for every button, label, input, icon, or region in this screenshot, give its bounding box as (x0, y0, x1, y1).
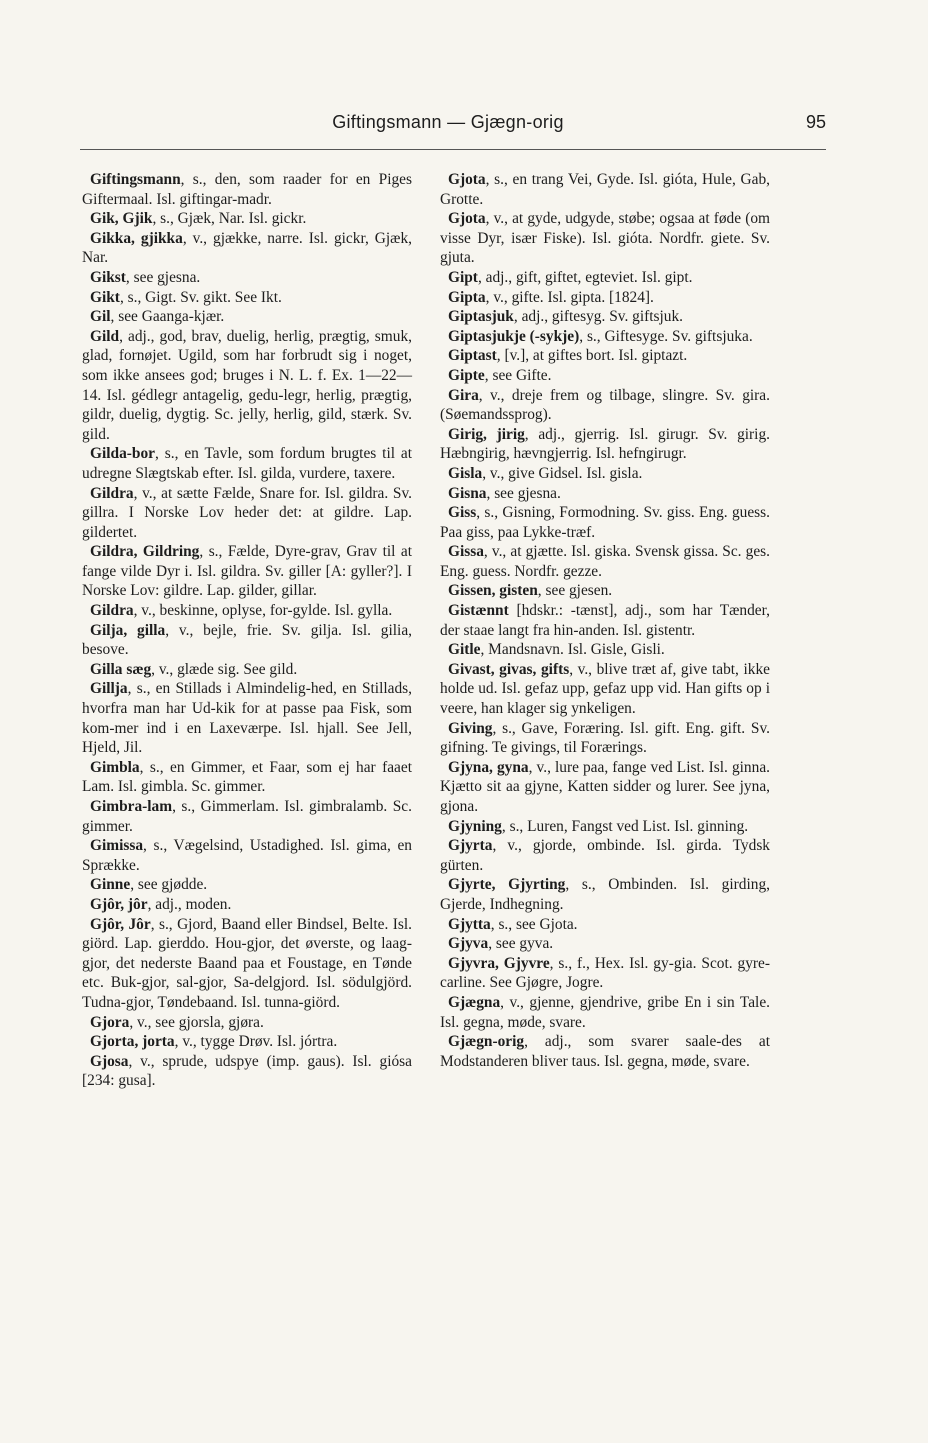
running-head: Giftingsmann — Gjægn-orig (332, 112, 564, 132)
entry-headword: Gjyva (448, 935, 489, 953)
dictionary-entry (82, 758, 412, 797)
entry-headword: Gildra (90, 484, 134, 502)
entry-definition: , s., den, som raader for en Piges Giftermaal. Isl. giftingar-madr. (82, 171, 412, 208)
entry-definition: , s., Gjæk, Nar. Isl. gickr. (152, 210, 307, 228)
dictionary-entry (82, 915, 412, 1013)
entry-headword: Giss (448, 504, 477, 522)
entry-headword: Gipta (448, 288, 486, 306)
entry-definition: , v., blive træt af, give tabt, ikke holde ud. Isl. gefaz upp, gefaz upp vid. Han gifts op i veere, han klager sig ynkeligen. (440, 660, 770, 718)
entry-definition: , v., sprude, udspye (imp. gaus). Isl. giósa [234: gusa]. (82, 1052, 412, 1090)
dictionary-entry (440, 758, 770, 817)
entry-definition: , v., at gjætte. Isl. giska. Svensk gissa. Sc. ges. Eng. guess. Nordfr. gezze. (440, 543, 770, 580)
entry-headword: Gjyning (448, 817, 502, 835)
dictionary-entry (82, 660, 412, 680)
entry-headword: Gipt (448, 268, 478, 286)
entry-headword: Gjægna (448, 993, 501, 1011)
entry-headword: Gisna (448, 484, 487, 502)
dictionary-entry (82, 1013, 412, 1033)
entry-definition: , v., lure paa, fange ved List. Isl. ginna. Kjætto sit aa gjyne, Katten sidder og lurer. See jyna, gjona. (440, 758, 770, 815)
dictionary-entry (82, 797, 412, 836)
entry-headword: Gistænnt (448, 602, 509, 620)
dictionary-entry (82, 327, 412, 445)
entry-definition: , s., Ombinden. Isl. girding, Gjerde, Indhegning. (440, 876, 770, 913)
dictionary-entry (440, 366, 770, 386)
entry-headword: Giptasjukje (-sykje) (448, 327, 580, 345)
dictionary-entry (440, 542, 770, 581)
entry-definition: , s., Fælde, Dyre-grav, Grav til at fange vilde Dyr i. Isl. gildra. Sv. giller [A: gyller?]. I Norske Lov: gildre. Lap. gilder, gillar. (82, 543, 412, 600)
entry-definition: , adj., moden. (147, 895, 232, 913)
entry-headword: Gikst (90, 268, 126, 286)
entry-headword: Givast, givas, gifts (448, 660, 570, 678)
entry-definition: , v., gifte. Isl. gipta. [1824]. (485, 288, 654, 306)
dictionary-entry (82, 836, 412, 875)
entry-definition: , s., en Gimmer, et Faar, som ej har faaet Lam. Isl. gimbla. Sc. gimmer. (82, 758, 412, 796)
dictionary-entry (82, 621, 412, 660)
entry-definition: , v., bejle, frie. Sv. gilja. Isl. gilia, besove. (82, 621, 412, 659)
entry-definition: , see gjesna. (125, 268, 201, 286)
entry-definition: , s., en Stillads i Almindelig-hed, en Stillads, hvorfra man har Ud-kik for at passe paa Fisk, som kom-mer ind i en Laxeværpe. Isl. hjall. See Jell, Hjeld, Jil. (82, 680, 412, 757)
entry-headword: Gilla sæg (90, 660, 152, 678)
dictionary-entry (82, 229, 412, 268)
dictionary-entry (440, 386, 770, 425)
dictionary-entry (82, 601, 412, 621)
entry-definition: , v., at sætte Fælde, Snare for. Isl. gildra. Sv. gillra. I Norske Lov heder det: at gildre. Lap. gildertet. (82, 484, 412, 541)
entry-headword: Giftingsmann (90, 171, 181, 188)
entry-definition: , adj., giftesyg. Sv. giftsjuk. (513, 308, 684, 326)
entry-definition: , [v.], at giftes bort. Isl. giptazt. (496, 347, 688, 365)
entry-definition: , see Gaanga-kjær. (110, 308, 225, 326)
entry-definition: , adj., god, brav, duelig, herlig, prægtig, smuk, glad, fornøjet. Ugild, som har forbrudt sig i noget, som ikke ansees god; bruges i N. L. f. Ex. 1—22—14. Isl. gédlegr antagelig, gedu-legr, herlig, prægtig, gildr, duelig, dygtig. Sc. jelly, herlig, gild, stærk. Sv. gild. (82, 327, 412, 443)
dictionary-entry (82, 444, 412, 483)
left-column (82, 170, 412, 1091)
entry-headword: Gitle (448, 641, 481, 659)
entry-headword: Gjægn-orig (448, 1033, 525, 1051)
entry-headword: Gimissa (90, 837, 144, 855)
dictionary-entry (440, 307, 770, 327)
dictionary-entry (82, 484, 412, 543)
dictionary-entry (82, 895, 412, 915)
entry-headword: Gjyna, gyna (448, 758, 529, 776)
entry-headword: Gillja (90, 680, 128, 698)
dictionary-entry (82, 1052, 412, 1091)
entry-headword: Gjota (448, 171, 486, 188)
entry-definition: , s., Gimmerlam. Isl. gimbralamb. Sc. gimmer. (82, 798, 412, 835)
entry-headword: Gjyvra, Gjyvre (448, 954, 550, 972)
entry-definition: , s., en Tavle, som fordum brugtes til at udregne Slægtskab efter. Isl. gilda, vurdere, taxere. (82, 445, 412, 482)
entry-definition: , v., see gjorsla, gjøra. (129, 1013, 264, 1031)
entry-headword: Giptasjuk (448, 308, 514, 326)
entry-definition: , s., Luren, Fangst ved List. Isl. ginning. (501, 817, 749, 835)
entry-headword: Gik, Gjik (90, 210, 153, 228)
entry-headword: Giving (448, 719, 493, 737)
entry-headword: Gjota (448, 210, 486, 228)
entry-headword: Gimbla (90, 758, 140, 776)
entry-definition: , v., glæde sig. See gild. (151, 660, 298, 678)
entry-definition: [hdskr.: -tænst], adj., som har Tænder, der staae langt fra hin-anden. Isl. gistentr. (440, 602, 770, 639)
dictionary-entry (440, 503, 770, 542)
dictionary-entry (440, 425, 770, 464)
entry-definition: , v., tygge Drøv. Isl. jórtra. (174, 1033, 338, 1051)
entry-definition: , s., Giftesyge. Sv. giftsjuka. (579, 327, 753, 345)
entry-headword: Girig, jirig (448, 425, 525, 443)
entry-definition: , v., gjække, narre. Isl. gickr, Gjæk, Nar. (82, 229, 412, 267)
entry-definition: , v., at gyde, udgyde, støbe; ogsaa at føde (om visse Dyr, især Fiske). Isl. gióta. Nordfr. giete. Sv. gjuta. (440, 210, 770, 267)
entry-definition: , adj., gift, giftet, egteviet. Isl. gipt. (477, 268, 693, 286)
entry-definition: , see gyva. (488, 935, 554, 953)
entry-headword: Gissa (448, 543, 484, 561)
entry-definition: , s., Gigt. Sv. gikt. See Ikt. (119, 288, 282, 306)
dictionary-entry (440, 601, 770, 640)
dictionary-entry (82, 307, 412, 327)
dictionary-entry (82, 679, 412, 757)
entry-headword: Gilda-bor (90, 445, 155, 463)
entry-definition: , see gjesna. (486, 484, 561, 502)
entry-headword: Gjôr, Jôr (90, 915, 151, 933)
entry-definition: , see gjesen. (537, 582, 613, 600)
entry-headword: Gjosa (90, 1052, 129, 1070)
entry-headword: Gimbra-lam (90, 798, 173, 815)
dictionary-entry (440, 954, 770, 993)
entry-headword: Gildra, Gildring (90, 543, 200, 561)
entry-headword: Gira (448, 386, 479, 404)
entry-headword: Gikt (90, 288, 120, 306)
dictionary-entry (82, 1032, 412, 1052)
dictionary-entry (440, 484, 770, 504)
entry-headword: Gil (90, 308, 111, 326)
entry-headword: Gisla (448, 464, 483, 482)
entry-definition: , s., Gjord, Baand eller Bindsel, Belte. Isl. giörd. Lap. gierddo. Hou-gjor, det øverste, og laag-gjor, det nederste Baand paa et Foustage, en Tønde etc. Buk-gjor, sal-gjor, Sa-delgjord. Isl. södulgjörd. Tudna-gjor, Tøndebaand. Isl. tunna-giörd. (82, 915, 412, 1011)
entry-headword: Gilja, gilla (90, 621, 166, 639)
entry-headword: Gjyrte, Gjyrting (448, 876, 566, 894)
dictionary-entry (440, 934, 770, 954)
dictionary-entry (440, 875, 770, 914)
entry-definition: , Mandsnavn. Isl. Gisle, Gisli. (480, 641, 665, 659)
entry-headword: Giptast (448, 347, 497, 365)
dictionary-entry (82, 209, 412, 229)
entry-headword: Gikka, gjikka (90, 229, 183, 247)
dictionary-entry (440, 817, 770, 837)
dictionary-entry (440, 170, 770, 209)
entry-definition: , adj., gjerrig. Isl. girugr. Sv. girig. Hæbngirig, hævngjerrig. Isl. hefngirugr. (440, 425, 771, 463)
dictionary-entry (82, 288, 412, 308)
dictionary-entry (440, 268, 770, 288)
entry-definition: , adj., som svarer saale-des at Modstanderen bliver taus. Isl. gegna, møde, svare. (440, 1033, 770, 1070)
dictionary-entry (440, 836, 770, 875)
dictionary-entry (440, 993, 770, 1032)
entry-definition: , v., give Gidsel. Isl. gisla. (482, 464, 643, 482)
dictionary-entry (82, 542, 412, 601)
entry-headword: Gild (90, 327, 120, 345)
entry-definition: , s., Gisning, Formodning. Sv. giss. Eng. guess. Paa giss, paa Lykke-træf. (440, 504, 770, 541)
dictionary-entry (440, 346, 770, 366)
entry-definition: , s., Vægelsind, Ustadighed. Isl. gima, en Sprække. (82, 837, 412, 874)
dictionary-entry (440, 464, 770, 484)
entry-definition: , s., en trang Vei, Gyde. Isl. gióta, Hule, Gab, Grotte. (440, 171, 770, 208)
dictionary-entry (440, 209, 770, 268)
dictionary-entry (440, 660, 770, 719)
dictionary-entry (440, 1032, 770, 1071)
entry-definition: , s., Gave, Foræring. Isl. gift. Eng. gift. Sv. gifning. Te givings, til Forærings. (440, 719, 770, 757)
dictionary-entry (440, 640, 770, 660)
dictionary-entry (82, 268, 412, 288)
entry-definition: , v., gjenne, gjendrive, gribe En i sin Tale. Isl. gegna, møde, svare. (440, 993, 770, 1031)
entry-definition: , see gjødde. (130, 876, 208, 894)
entry-headword: Gjyrta (448, 837, 493, 855)
entry-definition: , v., dreje frem og tilbage, slingre. Sv. gira. (Søemandssprog). (440, 386, 770, 424)
entry-definition: , see Gifte. (484, 366, 552, 384)
entry-headword: Gipte (448, 366, 485, 384)
dictionary-entry (82, 170, 412, 209)
dictionary-entry (82, 875, 412, 895)
header-rule (80, 149, 826, 150)
entry-headword: Ginne (90, 876, 131, 894)
entry-headword: Gjora (90, 1013, 130, 1031)
page-number: 95 (805, 112, 826, 132)
entry-definition: , s., f., Hex. Isl. gy-gia. Scot. gyre-carline. See Gjøgre, Jogre. (440, 954, 770, 992)
entry-headword: Gildra (90, 602, 134, 620)
dictionary-entry (440, 327, 770, 347)
entry-definition: , v., gjorde, ombinde. Isl. girda. Tydsk gürten. (440, 837, 770, 874)
dictionary-entry (440, 915, 770, 935)
dictionary-entry (440, 719, 770, 758)
right-column (440, 170, 770, 1071)
entry-headword: Gissen, gisten (448, 582, 538, 600)
entry-definition: , s., see Gjota. (490, 915, 578, 933)
entry-headword: Gjorta, jorta (90, 1033, 175, 1051)
entry-headword: Gjytta (448, 915, 491, 933)
entry-headword: Gjôr, jôr (90, 895, 148, 913)
entry-definition: , v., beskinne, oplyse, for-gylde. Isl. gylla. (133, 602, 393, 620)
dictionary-entry (440, 288, 770, 308)
dictionary-entry (440, 581, 770, 601)
